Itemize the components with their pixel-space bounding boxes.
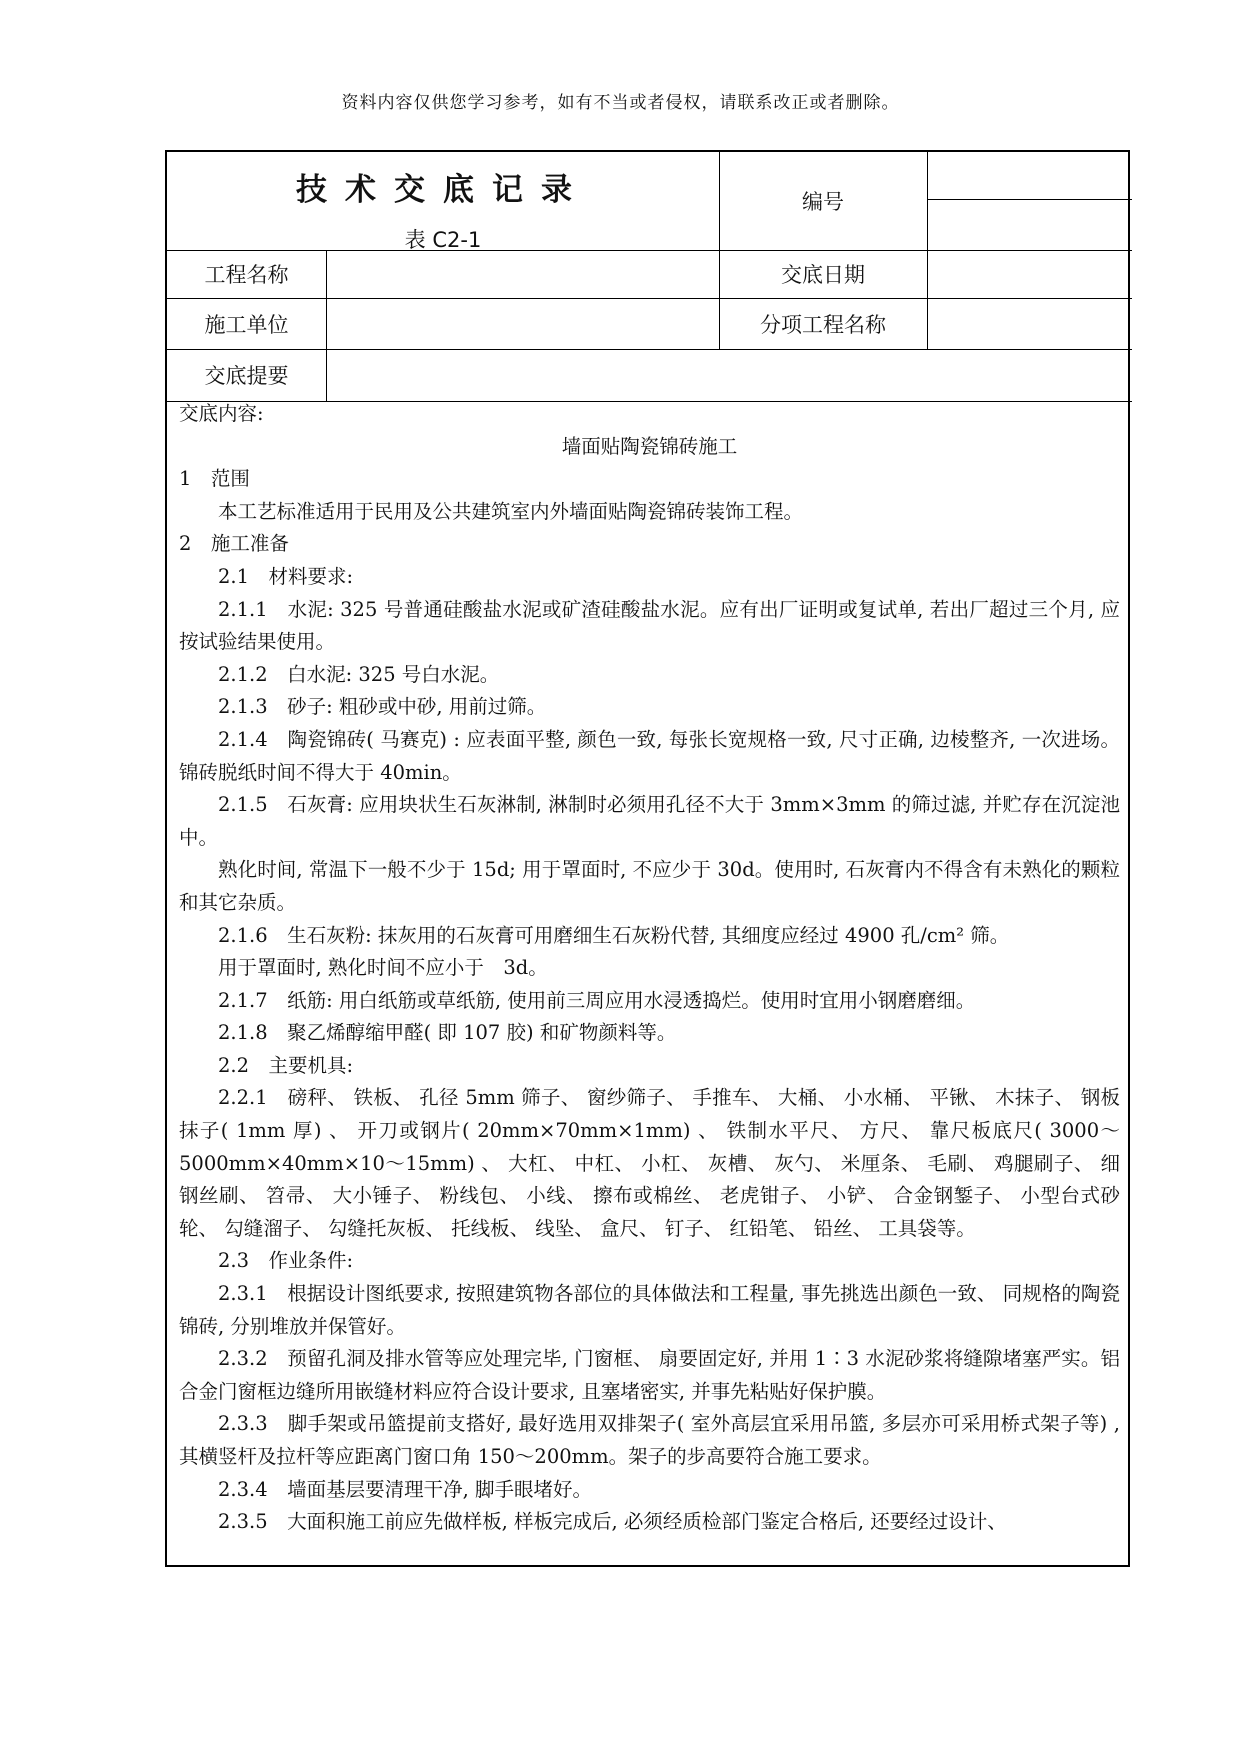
paragraph: 熟化时间, 常温下一般不少于 15d; 用于罩面时, 不应少于 30d。使用时, 石灰膏内不得含有未熟化的颗粒和其它杂质。 xyxy=(179,858,1120,914)
paragraph: 2.2 主要机具: xyxy=(218,1053,354,1077)
paragraph: 2.1.2 白水泥: 325 号白水泥。 xyxy=(218,662,500,686)
paragraph: 用于罩面时, 熟化时间不应小于 3d。 xyxy=(218,956,548,980)
construction-unit-label: 施工单位 xyxy=(204,312,289,337)
paragraph: 2.3.2 预留孔洞及排水管等应处理完毕, 门窗框、 扇要固定好, 并用 1∶3 水泥砂浆将缝隙堵塞严实。铝合金门窗框边缝所用嵌缝材料应符合设计要求, 且塞堵密实, 并事先粘贴好保护膜。 xyxy=(179,1347,1120,1403)
form-number: 表 C2-1 xyxy=(404,228,482,252)
paragraph: 2.3 作业条件: xyxy=(218,1249,354,1273)
briefing-content xyxy=(179,398,1120,1539)
paragraph: 2.1.1 水泥: 325 号普通硅酸盐水泥或矿渣硅酸盐水泥。应有出厂证明或复试单, 若出厂超过三个月, 应按试验结果使用。 xyxy=(179,597,1120,654)
paragraph: 2 施工准备 xyxy=(179,532,289,556)
paragraph: 2.1.3 砂子: 粗砂或中砂, 用前过筛。 xyxy=(218,695,547,719)
paragraph: 2.3.5 大面积施工前应先做样板, 样板完成后, 必须经质检部门鉴定合格后, 还要经过设计、 xyxy=(218,1510,1007,1534)
number-label: 编号 xyxy=(802,190,844,214)
content-label: 交底内容: xyxy=(179,402,264,425)
paragraph: 2.1.7 纸筋: 用白纸筋或草纸筋, 使用前三周应用水浸透捣烂。使用时宜用小钢磨磨细。 xyxy=(218,988,976,1012)
form-title: 技术交底记录 xyxy=(296,172,590,208)
paragraph: 本工艺标准适用于民用及公共建筑室内外墙面贴陶瓷锦砖装饰工程。 xyxy=(218,499,804,523)
paragraph: 2.3.3 脚手架或吊篮提前支搭好, 最好选用双排架子( 室外高层宜采用吊篮, 多层亦可采用桥式架子等) , 其横竖杆及拉杆等应距离门窗口角 150～200mm。架子的步高要符合施工要求。 xyxy=(179,1412,1120,1468)
number-value-cell-2 xyxy=(927,199,1132,250)
briefing-summary-label: 交底提要 xyxy=(204,364,289,388)
paragraph: 2.3.1 根据设计图纸要求, 按照建筑物各部位的具体做法和工程量, 事先挑选出颜色一致、 同规格的陶瓷锦砖, 分别堆放并保管好。 xyxy=(179,1282,1120,1338)
paragraph: 2.2.1 磅秤、 铁板、 孔径 5mm 筛子、 窗纱筛子、 手推车、 大桶、 小水桶、 平锹、 木抹子、 钢板抹子( 1mm 厚) 、 开刀或钢片( 20mm×70mm×1mm) 、 铁制水平尺、 方尺、 靠尺板底尺( 3000～5000mm×40mm×10～15mm) 、 大杠、 中杠、 小杠、 灰槽、 灰勺、 米厘条、 毛刷、 鸡腿刷子、 细钢丝刷、 笤帚、 大小锤子、 粉线包、 小线、 擦布或棉丝、 老虎钳子、 小铲、 合金钢錾子、 小型台式砂轮、 勾缝溜子、 勾缝托灰板、 托线板、 线坠、 盒尺、 钉子、 红铅笔、 铅丝、 工具袋等。 xyxy=(179,1086,1120,1240)
project-name-label: 工程名称 xyxy=(204,263,289,287)
copyright-notice: 资料内容仅供您学习参考，如有不当或者侵权，请联系改正或者删除。 xyxy=(341,93,900,113)
briefing-date-label: 交底日期 xyxy=(781,263,865,287)
content-heading: 墙面贴陶瓷锦砖施工 xyxy=(561,434,738,458)
paragraph: 1 范围 xyxy=(179,467,250,491)
sub-project-name-label: 分项工程名称 xyxy=(760,312,886,337)
paragraph: 2.1.6 生石灰粉: 抹灰用的石灰膏可用磨细生石灰粉代替, 其细度应经过 4900 孔/cm² 筛。 xyxy=(218,923,1010,947)
paragraph: 2.1 材料要求: xyxy=(218,564,354,588)
paragraph: 2.1.4 陶瓷锦砖( 马赛克) : 应表面平整, 颜色一致, 每张长宽规格一致, 尺寸正确, 边棱整齐, 一次进场。锦砖脱纸时间不得大于 40min。 xyxy=(179,727,1120,784)
paragraph: 2.1.8 聚乙烯醇缩甲醛( 即 107 胶) 和矿物颜料等。 xyxy=(218,1021,677,1045)
technical-briefing-form xyxy=(165,150,1130,1567)
paragraph: 2.3.4 墙面基层要清理干净, 脚手眼堵好。 xyxy=(218,1477,593,1501)
paragraph: 2.1.5 石灰膏: 应用块状生石灰淋制, 淋制时必须用孔径不大于 3mm×3mm 的筛过滤, 并贮存在沉淀池中。 xyxy=(179,793,1120,849)
number-value-cell-1 xyxy=(927,152,1132,199)
